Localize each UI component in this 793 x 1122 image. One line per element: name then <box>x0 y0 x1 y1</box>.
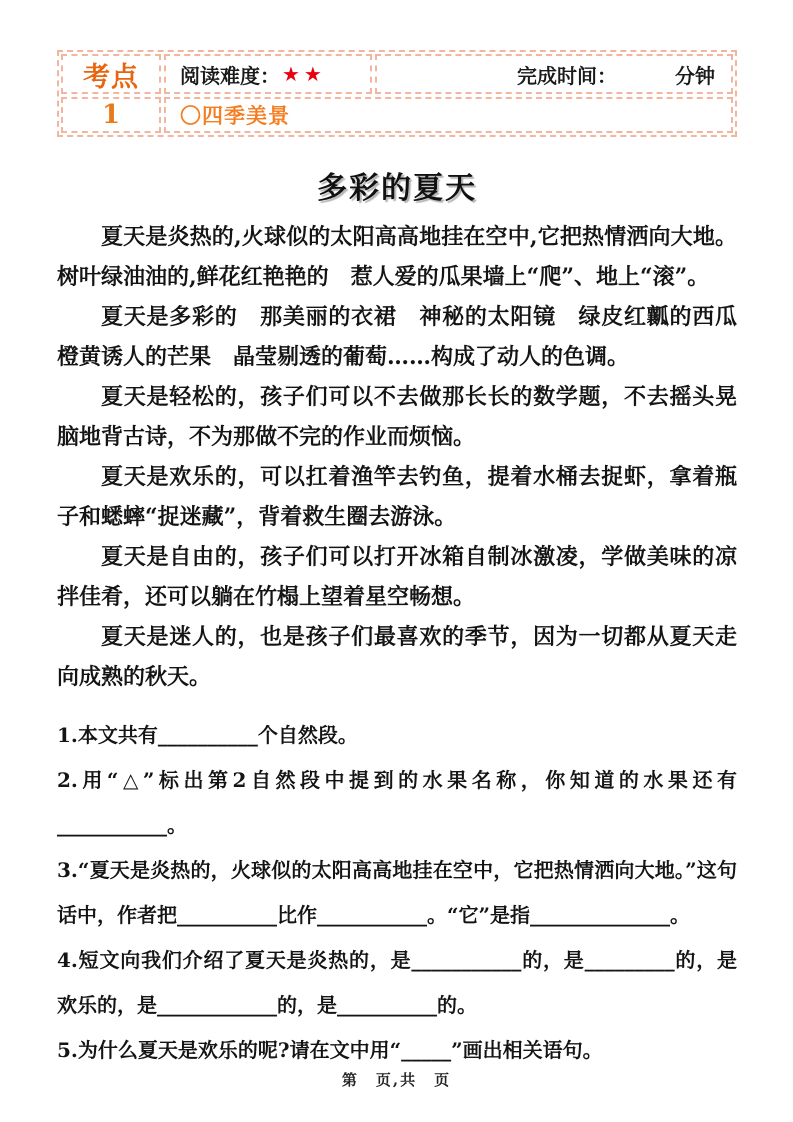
question-item: 2.用“△”标出第2自然段中提到的水果名称，你知道的水果还有___________。 <box>57 768 737 837</box>
article-paragraph: 夏天是炎热的,火球似的太阳高高地挂在空中,它把热情洒向大地。树叶绿油油的,鲜花红艳艳的 惹人爱的瓜果墙上“爬”、地上“滚”。 <box>57 224 737 290</box>
kaodian-number-cell <box>61 97 161 133</box>
article-paragraph: 夏天是多彩的 那美丽的衣裙 神秘的太阳镜 绿皮红瓤的西瓜 橙黄诱人的芒果 晶莹剔透的葡萄……构成了动人的色调。 <box>57 304 760 370</box>
difficulty-stars: ★★ <box>282 62 326 86</box>
article-body <box>57 217 760 697</box>
article-paragraph: 夏天是自由的，孩子们可以打开冰箱自制冰激凌，学做美味的凉拌佳肴，还可以躺在竹榻上望着星空畅想。 <box>57 544 737 610</box>
article-paragraph: 夏天是欢乐的，可以扛着渔竿去钓鱼，提着水桶去捉虾，拿着瓶子和蟋蟀“捉迷藏”，背着救生圈去游泳。 <box>57 464 737 530</box>
header-grid <box>61 54 733 133</box>
questions-section <box>57 713 737 1073</box>
kaodian-label: 考点 <box>83 61 139 93</box>
question-item: 4.短文向我们介绍了夏天是炎热的，是___________的，是_________的，是欢乐的，是____________的，是__________的。 <box>57 948 737 1017</box>
topic-cell <box>164 97 733 133</box>
difficulty-label: 阅读难度： <box>180 63 280 88</box>
time-label: 完成时间： <box>517 63 617 88</box>
question-item: 1.本文共有__________个自然段。 <box>57 723 358 747</box>
difficulty-cell <box>164 54 372 94</box>
question-item: 5.为什么夏天是欢乐的呢?请在文中用“_____”画出相关语句。 <box>57 1038 603 1062</box>
article-paragraph: 夏天是轻松的，孩子们可以不去做那长长的数学题，不去摇头晃脑地背古诗，不为那做不完的作业而烦恼。 <box>57 384 737 450</box>
kaodian-number: 1 <box>101 100 121 130</box>
header-table <box>57 50 737 137</box>
page-footer: 第 页,共 页 <box>341 1071 452 1089</box>
article-title: 多彩的夏天 <box>317 171 477 206</box>
topic-label: 〇四季美景 <box>180 103 290 128</box>
kaodian-cell <box>61 54 161 94</box>
time-unit-label: 分钟 <box>675 63 715 88</box>
time-cell <box>375 54 733 94</box>
question-item: 3.“夏天是炎热的，火球似的太阳高高地挂在空中，它把热情洒向大地。”这句话中，作者把__________比作___________。“它”是指______________。 <box>57 858 737 927</box>
article-paragraph: 夏天是迷人的，也是孩子们最喜欢的季节，因为一切都从夏天走向成熟的秋天。 <box>57 624 737 690</box>
